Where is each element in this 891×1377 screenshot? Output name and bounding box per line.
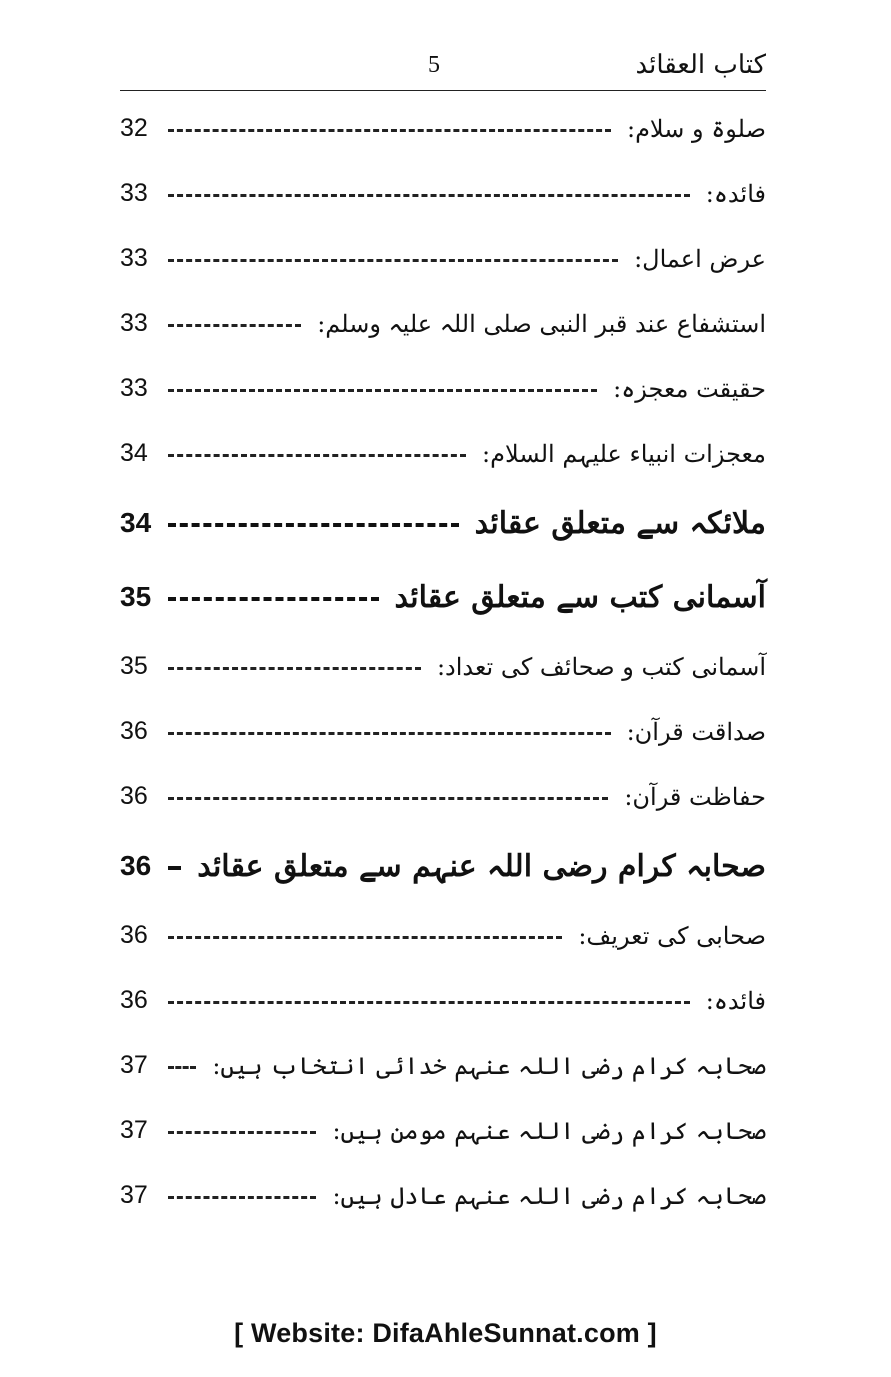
dash-leader bbox=[168, 389, 597, 392]
toc-entry bbox=[120, 226, 766, 291]
toc-entry bbox=[120, 291, 766, 356]
toc-entry-page: 34 bbox=[120, 439, 148, 467]
toc-entry-page: 36 bbox=[120, 717, 148, 745]
toc-entry-title: استشفاع عند قبر النبی صلی اللہ علیہ وسلم: bbox=[317, 309, 766, 338]
dash-leader bbox=[168, 866, 181, 870]
dash-leader bbox=[168, 1131, 316, 1134]
toc-entry-page: 37 bbox=[120, 1116, 148, 1144]
toc-entry-title: صحابی کی تعریف: bbox=[578, 921, 766, 950]
toc-section-heading bbox=[120, 829, 766, 903]
toc-entry-title: صحابہ کرام رضی اللہ عنہم خدائی انتخاب ہیں: bbox=[212, 1051, 766, 1080]
toc-entry-title: حقیقت معجزہ: bbox=[613, 374, 766, 403]
toc-entry bbox=[120, 1098, 766, 1163]
toc-section-heading bbox=[120, 560, 766, 634]
toc-entry-title: فائدہ: bbox=[705, 179, 766, 208]
website-footer: [ Website: DifaAhleSunnat.com ] bbox=[234, 1318, 657, 1348]
toc-entry-title: ملائکہ سے متعلق عقائد bbox=[474, 505, 766, 541]
book-title: کتاب العقائد bbox=[635, 50, 766, 80]
dash-leader bbox=[168, 667, 421, 670]
table-of-contents bbox=[120, 96, 766, 1228]
toc-entry bbox=[120, 1163, 766, 1228]
dash-leader bbox=[168, 194, 690, 197]
toc-entry-page: 33 bbox=[120, 374, 148, 402]
toc-entry-page: 36 bbox=[120, 921, 148, 949]
dash-leader bbox=[168, 732, 611, 735]
toc-entry-title: آسمانی کتب و صحائف کی تعداد: bbox=[436, 652, 766, 681]
toc-entry bbox=[120, 1033, 766, 1098]
dash-leader bbox=[168, 1196, 316, 1199]
toc-entry-page: 32 bbox=[120, 114, 148, 142]
toc-entry-title: آسمانی کتب سے متعلق عقائد bbox=[394, 579, 766, 615]
dash-leader bbox=[168, 797, 608, 800]
dash-leader bbox=[168, 1066, 196, 1069]
toc-entry-page: 35 bbox=[120, 581, 152, 612]
toc-entry-title: صحابہ کرام رضی اللہ عنہم سے متعلق عقائد bbox=[197, 848, 766, 884]
toc-entry-page: 33 bbox=[120, 244, 148, 272]
toc-entry-title: عرض اعمال: bbox=[634, 244, 766, 273]
toc-entry-title: صحابہ کرام رضی اللہ عنہم مومن ہیں: bbox=[332, 1116, 766, 1145]
page-header bbox=[120, 48, 766, 91]
toc-section-heading bbox=[120, 486, 766, 560]
dash-leader bbox=[168, 454, 466, 457]
toc-entry-title: معجزات انبیاء علیہم السلام: bbox=[482, 439, 766, 468]
toc-entry-page: 36 bbox=[120, 782, 148, 810]
toc-entry bbox=[120, 634, 766, 699]
toc-entry bbox=[120, 903, 766, 968]
toc-entry-title: صحابہ کرام رضی اللہ عنہم عادل ہیں: bbox=[332, 1181, 766, 1210]
toc-entry-page: 35 bbox=[120, 652, 148, 680]
page-number: 5 bbox=[428, 52, 440, 78]
toc-entry bbox=[120, 96, 766, 161]
toc-entry bbox=[120, 421, 766, 486]
toc-entry bbox=[120, 161, 766, 226]
toc-entry-page: 37 bbox=[120, 1051, 148, 1079]
toc-entry-title: حفاظت قرآن: bbox=[624, 782, 766, 811]
toc-entry bbox=[120, 699, 766, 764]
toc-entry-page: 36 bbox=[120, 850, 152, 881]
dash-leader bbox=[168, 259, 618, 262]
dash-leader bbox=[168, 523, 459, 527]
toc-entry bbox=[120, 764, 766, 829]
dash-leader bbox=[168, 597, 379, 601]
toc-entry-title: صلوۃ و سلام: bbox=[626, 114, 766, 143]
toc-entry bbox=[120, 968, 766, 1033]
toc-entry-page: 36 bbox=[120, 986, 148, 1014]
toc-entry bbox=[120, 356, 766, 421]
toc-entry-page: 34 bbox=[120, 507, 152, 538]
toc-entry-page: 33 bbox=[120, 309, 148, 337]
toc-entry-title: فائدہ: bbox=[705, 986, 766, 1015]
toc-entry-page: 33 bbox=[120, 179, 148, 207]
dash-leader bbox=[168, 324, 301, 327]
dash-leader bbox=[168, 129, 611, 132]
toc-entry-title: صداقت قرآن: bbox=[626, 717, 766, 746]
dash-leader bbox=[168, 1001, 690, 1004]
dash-leader bbox=[168, 936, 562, 939]
toc-entry-page: 37 bbox=[120, 1181, 148, 1209]
